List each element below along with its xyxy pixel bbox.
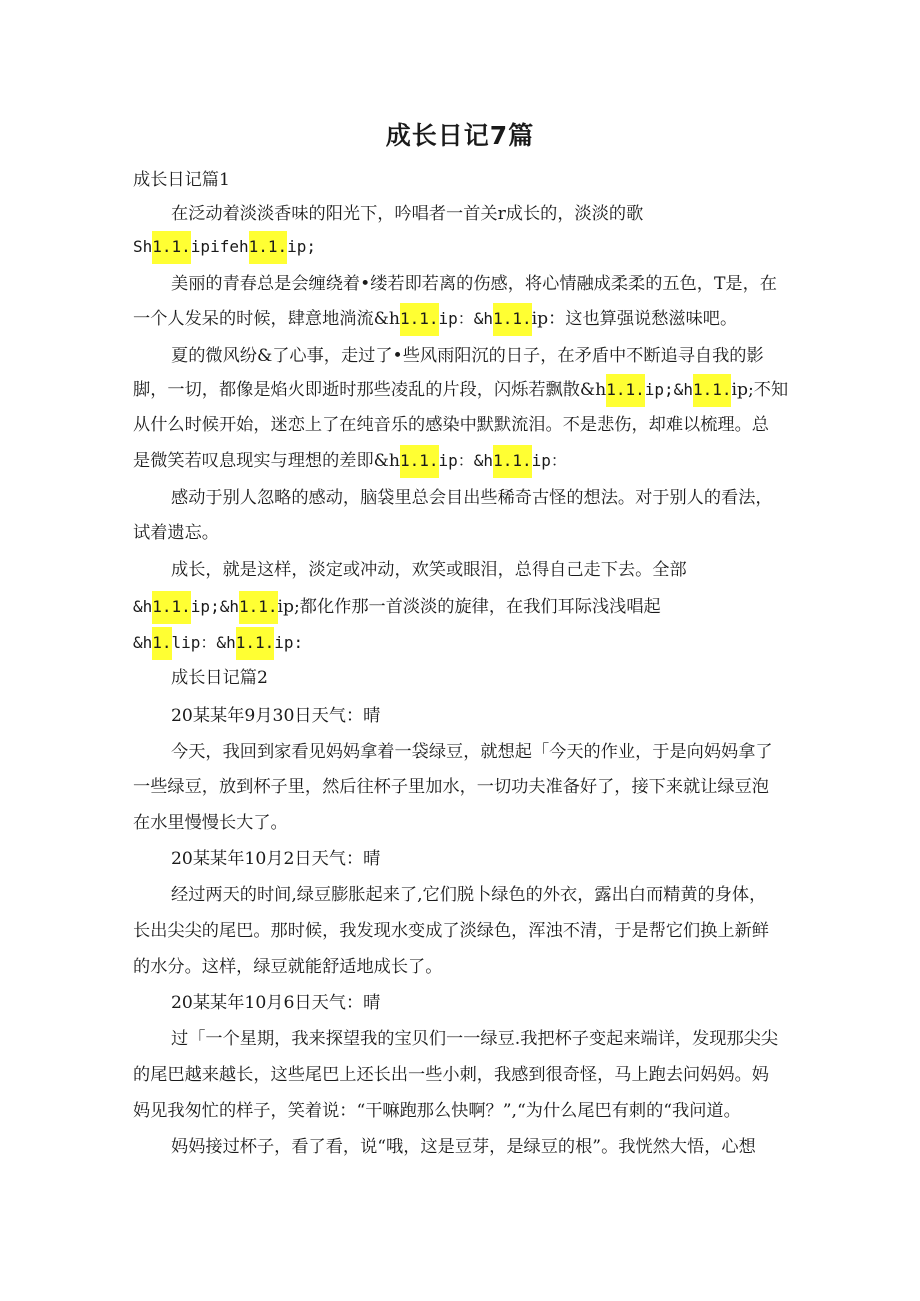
paragraph-line: 过「一个星期，我来探望我的宝贝们一一绿豆.我把杯子变起来端详，发现那尖尖	[171, 1029, 779, 1049]
paragraph-line: 试着遗忘。	[133, 523, 219, 543]
text-fragment: ip;不知	[731, 380, 789, 400]
highlight-mark: 1.1.	[239, 591, 278, 624]
highlight-mark: 1.1.	[693, 374, 732, 407]
paragraph-line: 长出尖尖的尾巴。那时候，我发现水变成了淡绿色，浑浊不清，于是帮它们换上新鲜	[133, 921, 769, 941]
paragraph-line: 美丽的青春总是会缠绕着•缕若即若离的伤感，将心情融成柔柔的五色，T是，在	[171, 274, 777, 294]
text-fragment: 一个人发呆的时候，肆意地淌流&h	[133, 309, 400, 329]
highlight-mark: 1.	[152, 627, 171, 660]
highlight-mark: 1.1.	[152, 591, 191, 624]
text-fragment: ip：	[531, 451, 567, 470]
text-fragment: ip;	[287, 237, 317, 256]
text-fragment: 脚，一切，都像是焰火即逝时那些凌乱的片段，闪烁若飘散&h	[133, 380, 607, 400]
text-fragment: lip：&h	[171, 633, 236, 652]
text-fragment: ip：&h	[438, 309, 494, 328]
section-heading-1: 成长日记篇1	[133, 170, 230, 190]
text-fragment: ip：&h	[438, 451, 494, 470]
page-title: 成长日记7篇	[385, 121, 535, 150]
text-fragment: ip;都化作那一首淡淡的旋律，在我们耳际浅浅唱起	[277, 597, 661, 617]
text-fragment: ipifeh	[190, 237, 249, 256]
text-fragment: ip;&h	[190, 597, 239, 616]
diary-date: 20某某年9月30日天气：晴	[171, 706, 381, 726]
highlight-mark: 1.1.	[606, 374, 645, 407]
highlight-mark: 1.1.	[152, 231, 191, 264]
highlight-mark: 1.1.	[400, 445, 439, 478]
text-fragment: ip;&h	[644, 380, 693, 399]
paragraph-line: 感动于别人忽略的感动，脑袋里总会目出些稀奇古怪的想法。对于别人的看法，	[171, 488, 773, 508]
paragraph-line: 在水里慢慢长大了。	[133, 813, 288, 833]
highlight-mark: 1.1.	[493, 445, 532, 478]
paragraph-line: 今天，我回到家看见妈妈拿着一袋绿豆，就想起「今天的作业，于是向妈妈拿了	[171, 742, 773, 762]
paragraph-line: 妈见我匆忙的样子，笑着说：“干嘛跑那么快啊？”,“为什么尾巴有刺的“我问道。	[133, 1101, 741, 1121]
highlight-mark: 1.1.	[493, 303, 532, 336]
text-fragment: ip：这也算强说愁滋味吧。	[531, 309, 738, 329]
paragraph-line	[133, 593, 661, 621]
text-fragment: &h	[133, 597, 153, 616]
paragraph-line: 的尾巴越来越长，这些尾巴上还长出一些小刺，我感到很奇怪，马上跑去问妈妈。妈	[133, 1065, 769, 1085]
text-fragment: &h	[133, 633, 153, 652]
paragraph-line	[133, 447, 567, 475]
paragraph-line: 一些绿豆，放到杯子里，然后往杯子里加水，一切功夫准备好了，接下来就让绿豆泡	[133, 777, 769, 797]
diary-date: 20某某年10月2日天气：晴	[171, 849, 381, 869]
highlight-mark: 1.1.	[236, 627, 275, 660]
paragraph-line: 从什么时候开始，迷恋上了在纯音乐的感染中默默流泪。不是悲伤，却难以梳理。总	[133, 415, 769, 435]
paragraph-line	[133, 233, 316, 261]
highlight-mark: 1.1.	[400, 303, 439, 336]
paragraph-line	[133, 629, 303, 657]
paragraph-line: 经过两天的时间,绿豆膨胀起来了,它们脱卜绿色的外衣，露出白而精黄的身体，	[171, 885, 767, 905]
paragraph-line: 妈妈接过杯子，看了看，说“哦，这是豆芽，是绿豆的根”。我恍然大悟，心想	[171, 1137, 756, 1157]
paragraph-line	[133, 376, 788, 404]
paragraph-line: 夏的微风纷&了心事，走过了•些风雨阳沉的日子，在矛盾中不断追寻自我的影	[171, 346, 764, 366]
diary-date: 20某某年10月6日天气：晴	[171, 993, 381, 1013]
paragraph-line: 的水分。这样，绿豆就能舒适地成长了。	[133, 957, 443, 977]
paragraph-line: 在泛动着淡淡香味的阳光下，吟唱者一首关r成长的，淡淡的歌	[171, 204, 644, 224]
paragraph-line: 成长，就是这样，淡定或冲动，欢笑或眼泪，总得自己走下去。全部	[171, 560, 687, 580]
text-fragment: ip:	[274, 633, 304, 652]
paragraph-line	[133, 305, 737, 333]
text-fragment: Sh	[133, 237, 153, 256]
text-fragment: 是微笑若叹息现实与理想的差即&h	[133, 451, 400, 471]
section-heading-2: 成长日记篇2	[171, 668, 268, 688]
highlight-mark: 1.1.	[249, 231, 288, 264]
